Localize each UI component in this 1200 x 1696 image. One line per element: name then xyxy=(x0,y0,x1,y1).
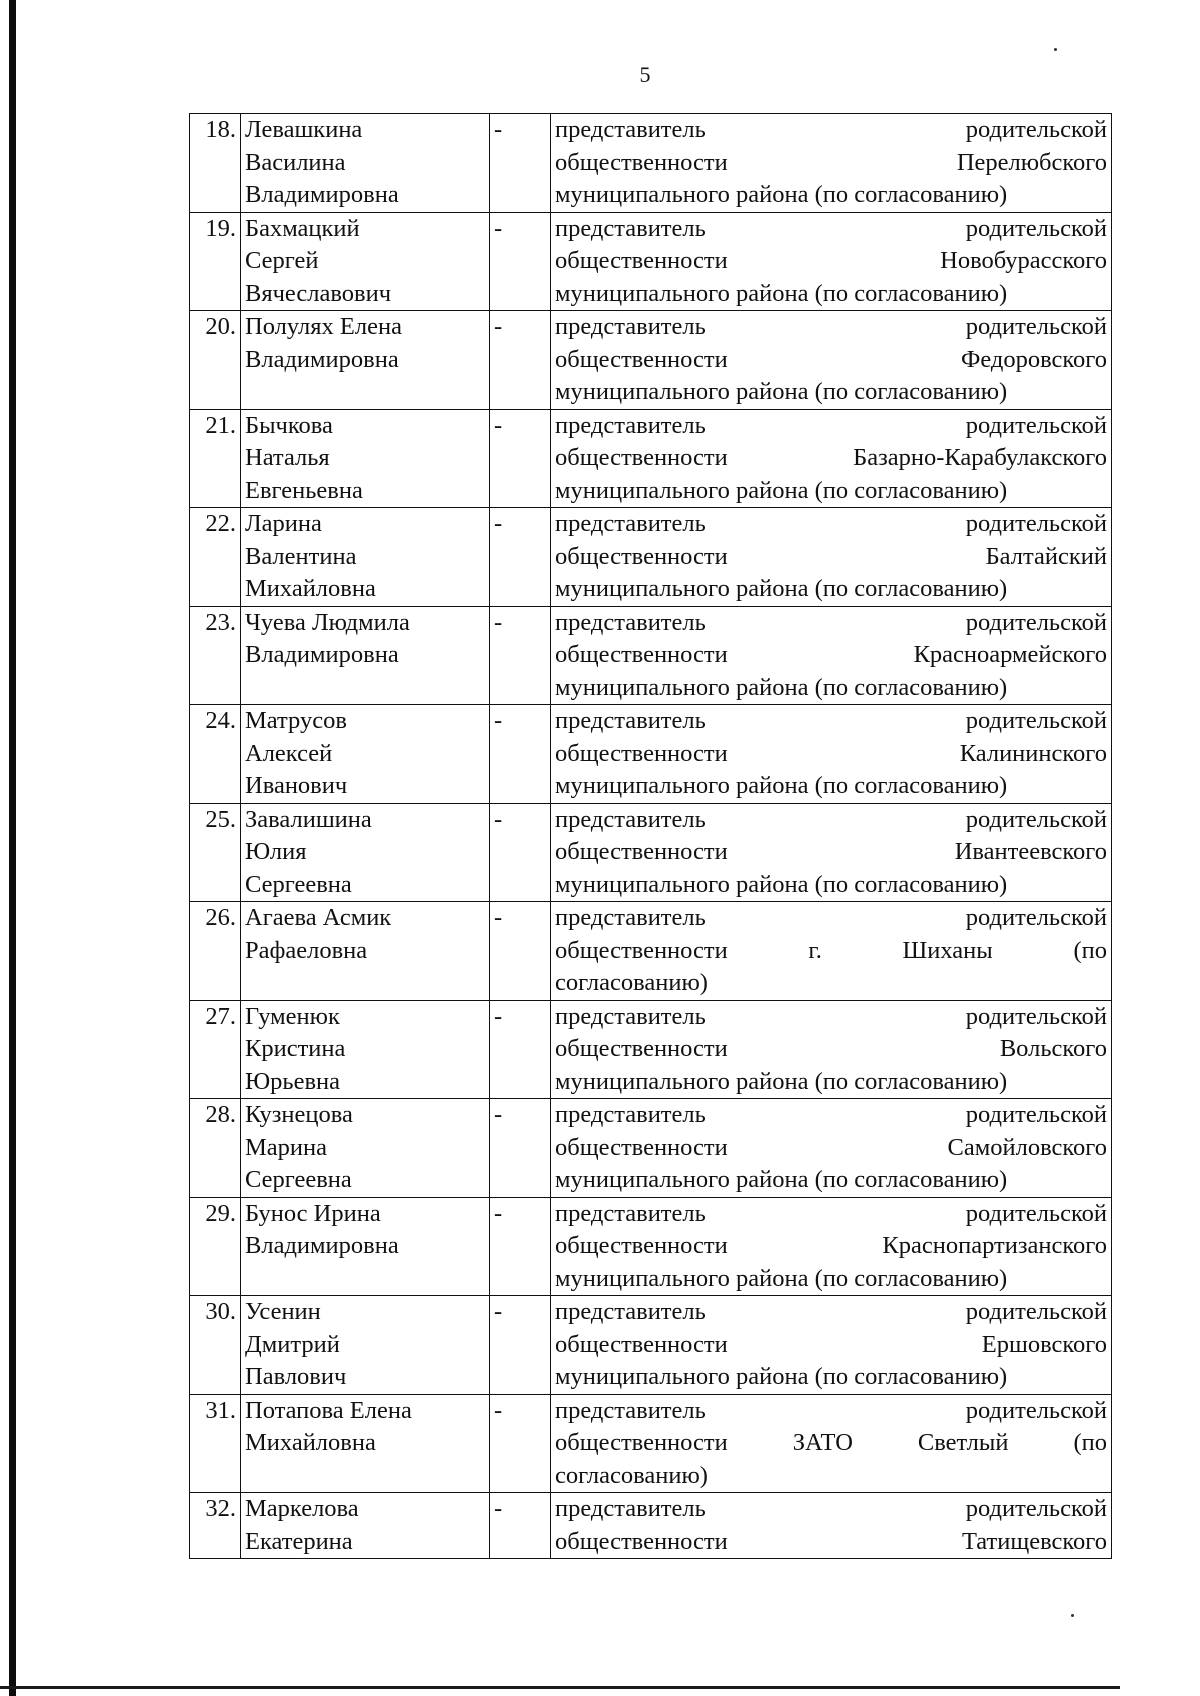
member-role xyxy=(551,212,1112,311)
member-name-line: Марина xyxy=(245,1133,328,1161)
row-number: 18. xyxy=(190,114,241,213)
member-role-line: общественности Перелюбского xyxy=(555,148,1107,176)
member-name-line: Иванович xyxy=(245,772,348,799)
member-role xyxy=(551,311,1112,410)
member-role-line: представитель родительской xyxy=(555,608,1107,636)
member-name xyxy=(241,803,490,902)
row-number: 24. xyxy=(190,705,241,804)
member-role-line: представитель родительской xyxy=(555,411,1107,439)
member-role xyxy=(551,1197,1112,1296)
scan-speck xyxy=(1054,48,1057,51)
table-row xyxy=(190,902,1112,1001)
member-name xyxy=(241,1493,490,1559)
member-name-line: Ларина xyxy=(245,510,322,537)
member-name-line: Агаева Асмик xyxy=(245,904,392,931)
table-row xyxy=(190,212,1112,311)
member-name-line: Наталья xyxy=(245,444,330,471)
member-name-line: Бахмацкий xyxy=(245,214,360,242)
member-name xyxy=(241,409,490,508)
dash-separator: - xyxy=(490,212,551,311)
member-role xyxy=(551,1394,1112,1493)
row-number: 22. xyxy=(190,508,241,607)
member-role-line: общественности Ершовского xyxy=(555,1330,1107,1358)
member-name xyxy=(241,705,490,804)
dash-separator: - xyxy=(490,902,551,1001)
member-role-line: представитель родительской xyxy=(555,1396,1107,1424)
member-role-line: муниципального района (по согласованию) xyxy=(555,1166,1008,1193)
member-role-line: согласованию) xyxy=(555,969,708,996)
member-name-line: Полулях Елена xyxy=(245,313,402,340)
member-role-line: общественности Татищевского xyxy=(555,1527,1107,1555)
member-role xyxy=(551,1099,1112,1198)
member-name-line: Михайловна xyxy=(245,1429,376,1456)
member-name-line: Рафаеловна xyxy=(245,936,368,964)
member-role-line: муниципального района (по согласованию) xyxy=(555,1264,1008,1292)
member-role-line: общественности г. Шиханы (по xyxy=(555,936,1107,964)
member-name xyxy=(241,1197,490,1296)
member-name-line: Алексей xyxy=(245,739,333,767)
member-name-line: Сергеевна xyxy=(245,870,352,898)
member-name-line: Вячеславович xyxy=(245,279,392,307)
table-row xyxy=(190,1000,1112,1099)
member-name-line: Михайловна xyxy=(245,575,376,602)
members-table-body xyxy=(190,114,1112,1559)
member-role xyxy=(551,803,1112,902)
member-name-line: Дмитрий xyxy=(245,1330,340,1358)
page-number: 5 xyxy=(639,62,651,87)
scan-edge-left xyxy=(9,0,16,1696)
member-role-line: представитель родительской xyxy=(555,707,1107,734)
row-number: 30. xyxy=(190,1296,241,1395)
member-role-line: муниципального района (по согласованию) xyxy=(555,772,1008,799)
table-row xyxy=(190,508,1112,607)
member-role-line: общественности Федоровского xyxy=(555,345,1107,373)
row-number: 21. xyxy=(190,409,241,508)
member-role xyxy=(551,114,1112,213)
member-role xyxy=(551,1296,1112,1395)
member-role-line: муниципального района (по согласованию) xyxy=(555,181,1008,208)
table-row xyxy=(190,311,1112,410)
member-role xyxy=(551,1493,1112,1559)
member-role-line: муниципального района (по согласованию) xyxy=(555,279,1008,307)
member-role-line: представитель родительской xyxy=(555,1002,1107,1030)
dash-separator: - xyxy=(490,1000,551,1099)
member-role-line: общественности Калининского xyxy=(555,739,1107,767)
member-name xyxy=(241,1394,490,1493)
table-row xyxy=(190,409,1112,508)
member-role-line: общественности ЗАТО Светлый (по xyxy=(555,1429,1107,1456)
scan-speck xyxy=(1071,1614,1074,1617)
row-number: 29. xyxy=(190,1197,241,1296)
member-name-line: Матрусов xyxy=(245,707,347,734)
member-name xyxy=(241,1296,490,1395)
row-number: 20. xyxy=(190,311,241,410)
member-name-line: Маркелова xyxy=(245,1495,359,1522)
member-name-line: Екатерина xyxy=(245,1527,353,1555)
table-row xyxy=(190,606,1112,705)
table-row xyxy=(190,114,1112,213)
member-role-line: муниципального района (по согласованию) xyxy=(555,476,1008,504)
dash-separator: - xyxy=(490,1493,551,1559)
member-role-line: представитель родительской xyxy=(555,214,1107,242)
member-name-line: Евгеньевна xyxy=(245,476,363,504)
member-name-line: Сергей xyxy=(245,247,319,274)
member-name xyxy=(241,508,490,607)
member-role xyxy=(551,1000,1112,1099)
member-role-line: представитель родительской xyxy=(555,904,1107,931)
member-role-line: общественности Вольского xyxy=(555,1035,1107,1062)
member-role xyxy=(551,902,1112,1001)
member-name-line: Потапова Елена xyxy=(245,1396,412,1424)
member-role-line: общественности Красноармейского xyxy=(555,641,1107,668)
dash-separator: - xyxy=(490,606,551,705)
dash-separator: - xyxy=(490,409,551,508)
member-name-line: Бунос Ирина xyxy=(245,1199,381,1227)
table-row xyxy=(190,1493,1112,1559)
member-role-line: муниципального района (по согласованию) xyxy=(555,870,1008,898)
member-role-line: общественности Краснопартизанского xyxy=(555,1232,1107,1259)
member-role-line: представитель родительской xyxy=(555,116,1107,143)
member-role-line: представитель родительской xyxy=(555,1495,1107,1522)
dash-separator: - xyxy=(490,705,551,804)
member-role xyxy=(551,606,1112,705)
member-name xyxy=(241,1099,490,1198)
member-name-line: Усенин xyxy=(245,1298,321,1325)
row-number: 32. xyxy=(190,1493,241,1559)
member-role-line: муниципального района (по согласованию) xyxy=(555,1067,1008,1095)
member-name xyxy=(241,1000,490,1099)
member-role-line: согласованию) xyxy=(555,1461,708,1489)
member-role-line: муниципального района (по согласованию) xyxy=(555,1363,1008,1390)
member-role-line: общественности Базарно-Карабулакского xyxy=(555,444,1107,471)
member-name-line: Левашкина xyxy=(245,116,363,143)
member-role-line: общественности Балтайский xyxy=(555,542,1107,570)
member-name-line: Сергеевна xyxy=(245,1166,352,1193)
member-role-line: представитель родительской xyxy=(555,313,1107,340)
member-name-line: Владимировна xyxy=(245,181,399,208)
table-row xyxy=(190,1394,1112,1493)
member-role-line: представитель родительской xyxy=(555,805,1107,833)
row-number: 28. xyxy=(190,1099,241,1198)
member-name-line: Владимировна xyxy=(245,1232,399,1259)
row-number: 26. xyxy=(190,902,241,1001)
member-name-line: Павлович xyxy=(245,1363,347,1390)
member-role-line: общественности Новобурасского xyxy=(555,247,1107,274)
members-table xyxy=(189,113,1112,1559)
dash-separator: - xyxy=(490,803,551,902)
member-role xyxy=(551,705,1112,804)
member-role xyxy=(551,508,1112,607)
row-number: 31. xyxy=(190,1394,241,1493)
dash-separator: - xyxy=(490,311,551,410)
member-role xyxy=(551,409,1112,508)
member-name-line: Чуева Людмила xyxy=(245,608,410,636)
member-name-line: Бычкова xyxy=(245,411,333,439)
row-number: 19. xyxy=(190,212,241,311)
dash-separator: - xyxy=(490,1394,551,1493)
scan-edge-bottom xyxy=(0,1686,1120,1689)
member-name-line: Юрьевна xyxy=(245,1067,341,1095)
member-role-line: муниципального района (по согласованию) xyxy=(555,378,1008,405)
dash-separator: - xyxy=(490,1296,551,1395)
member-role-line: представитель родительской xyxy=(555,1101,1107,1128)
member-name xyxy=(241,114,490,213)
member-role-line: общественности Самойловского xyxy=(555,1133,1107,1161)
dash-separator: - xyxy=(490,1099,551,1198)
member-name-line: Владимировна xyxy=(245,641,399,668)
table-row xyxy=(190,803,1112,902)
dash-separator: - xyxy=(490,1197,551,1296)
table-row xyxy=(190,1099,1112,1198)
member-name-line: Кузнецова xyxy=(245,1101,353,1128)
member-name-line: Валентина xyxy=(245,542,357,570)
member-role-line: муниципального района (по согласованию) xyxy=(555,673,1008,701)
member-name-line: Кристина xyxy=(245,1035,346,1062)
table-row xyxy=(190,705,1112,804)
member-name-line: Владимировна xyxy=(245,345,399,373)
member-name-line: Василина xyxy=(245,148,346,176)
member-name xyxy=(241,311,490,410)
member-role-line: представитель родительской xyxy=(555,1199,1107,1227)
member-name-line: Юлия xyxy=(245,838,307,865)
member-name-line: Гуменюк xyxy=(245,1002,340,1030)
member-role-line: представитель родительской xyxy=(555,510,1107,537)
member-role-line: представитель родительской xyxy=(555,1298,1107,1325)
member-name xyxy=(241,902,490,1001)
member-role-line: муниципального района (по согласованию) xyxy=(555,575,1008,602)
member-role-line: общественности Ивантеевского xyxy=(555,838,1107,865)
row-number: 23. xyxy=(190,606,241,705)
table-row xyxy=(190,1197,1112,1296)
member-name xyxy=(241,212,490,311)
member-name xyxy=(241,606,490,705)
row-number: 25. xyxy=(190,803,241,902)
row-number: 27. xyxy=(190,1000,241,1099)
dash-separator: - xyxy=(490,508,551,607)
dash-separator: - xyxy=(490,114,551,213)
table-row xyxy=(190,1296,1112,1395)
member-name-line: Завалишина xyxy=(245,805,372,833)
